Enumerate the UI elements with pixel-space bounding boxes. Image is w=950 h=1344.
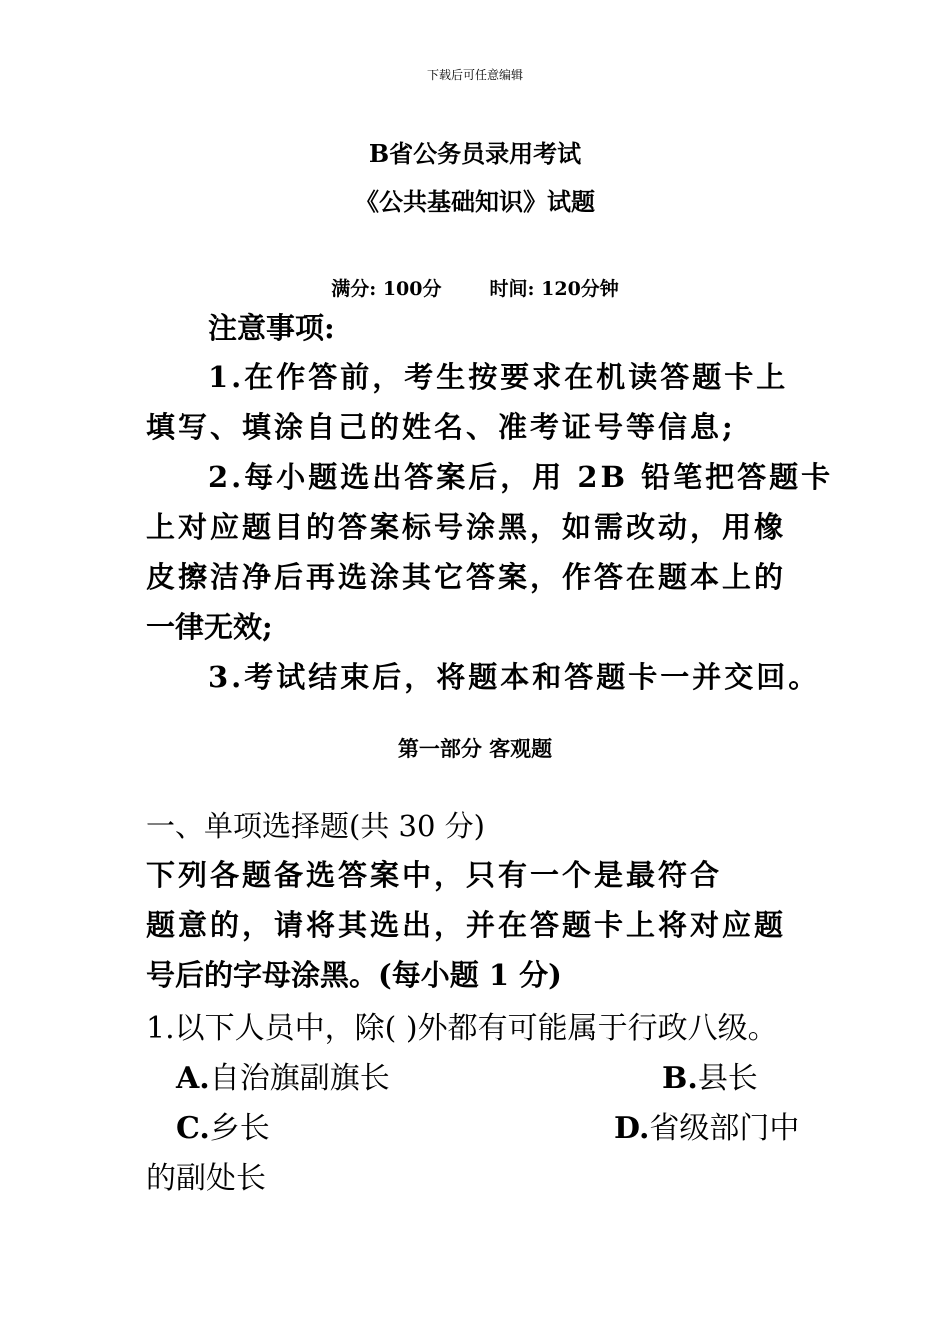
option-a [176, 1053, 390, 1097]
full-score: 满分: 100分 [331, 278, 442, 300]
exam-time: 时间: 120分钟 [489, 278, 619, 300]
option-b-letter: B. [662, 1061, 698, 1096]
notice-heading: 注意事项: [208, 311, 335, 345]
notice-line: 一律无效; [146, 610, 273, 644]
option-d-continuation: 的副处长 [146, 1161, 266, 1196]
notice-line: 1.在作答前，考生按要求在机读答题卡上 [208, 360, 789, 394]
option-b-text: 县长 [697, 1061, 758, 1096]
notice-line: 上对应题目的答案标号涂黑，如需改动，用橡 [146, 510, 787, 544]
notice-line: 3.考试结束后，将题本和答题卡一并交回。 [208, 660, 821, 694]
notice-line: 2.每小题选出答案后，用 2B 铅笔把答题卡 [208, 460, 834, 494]
exam-title: B省公务员录用考试 [368, 139, 582, 168]
page-header: 下载后可任意编辑 [426, 68, 523, 82]
option-a-text: 自治旗副旗长 [209, 1061, 390, 1096]
option-d-text: 省级部门中 [649, 1111, 800, 1146]
option-c [176, 1103, 270, 1147]
part-title: 第一部分 客观题 [397, 736, 553, 761]
question-stem: 1.以下人员中，除( )外都有可能属于行政八级。 [146, 1011, 778, 1046]
option-b [662, 1053, 758, 1097]
option-c-text: 乡长 [209, 1111, 270, 1146]
exam-subtitle: 《公共基础知识》试题 [355, 187, 595, 216]
option-d [614, 1103, 799, 1147]
notice-line: 填写、填涂自己的姓名、准考证号等信息; [146, 410, 736, 444]
instruction-line: 下列各题备选答案中，只有一个是最符合 [146, 858, 723, 892]
notice-line: 皮擦洁净后再选涂其它答案，作答在题本上的 [146, 560, 787, 594]
exam-meta [0, 274, 950, 301]
instruction-line: 号后的字母涂黑。(每小题 1 分) [146, 958, 562, 992]
section-title: 一、单项选择题(共 30 分) [146, 809, 485, 843]
option-a-letter: A. [176, 1061, 210, 1096]
instruction-line: 题意的，请将其选出，并在答题卡上将对应题 [146, 908, 787, 942]
option-d-letter: D. [614, 1111, 650, 1146]
option-c-letter: C. [176, 1111, 210, 1146]
